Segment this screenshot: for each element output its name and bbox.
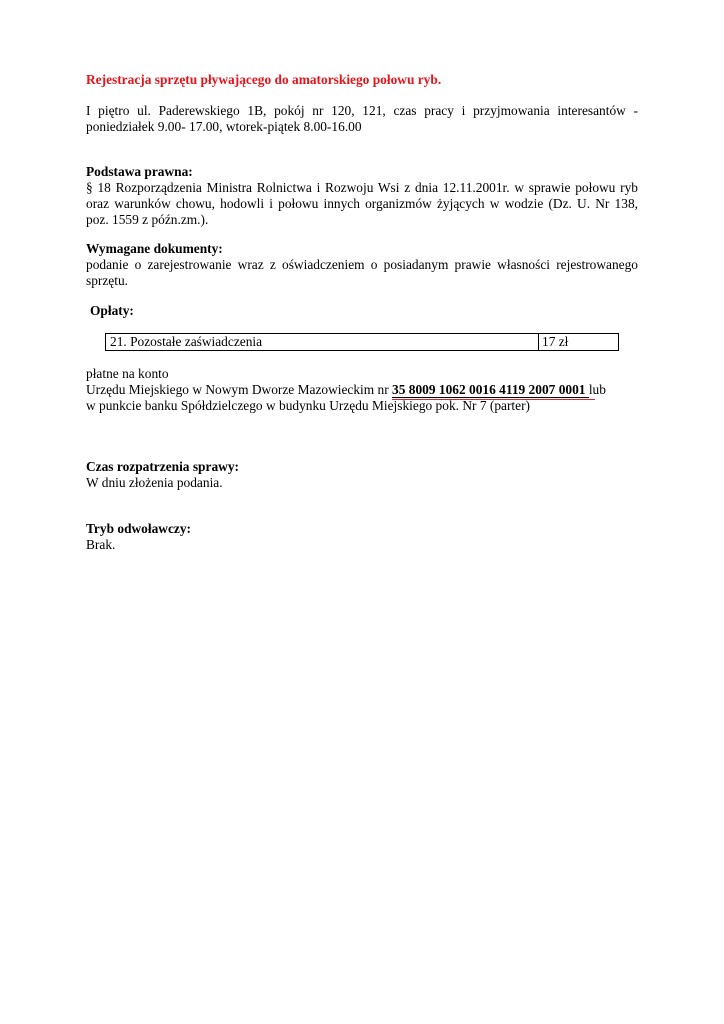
required-documents-text: podanie o zarejestrowanie wraz z oświadczeniem o posiadanym prawie własności rejestrowanego sprzętu. xyxy=(86,257,638,288)
required-documents-heading: Wymagane dokumenty: xyxy=(86,241,223,256)
payment-or: lub xyxy=(588,382,606,397)
bank-account-number xyxy=(392,382,589,398)
fees-table xyxy=(105,333,619,351)
payment-account-line xyxy=(86,382,638,398)
fee-amount-cell: 17 zł xyxy=(542,334,569,349)
office-address-hours: I piętro ul. Paderewskiego 1B, pokój nr 120, 121, czas pracy i przyjmowania interesantów - poniedziałek 9.00- 17.00, wtorek-piątek 8.00-16.00 xyxy=(86,103,638,134)
fees-heading: Opłaty: xyxy=(90,303,134,318)
payment-intro: płatne na konto xyxy=(86,366,169,381)
document-title: Rejestracja sprzętu pływającego do amatorskiego połowu ryb. xyxy=(86,72,442,87)
processing-time-heading: Czas rozpatrzenia sprawy: xyxy=(86,459,239,474)
legal-basis-text: § 18 Rozporządzenia Ministra Rolnictwa i Rozwoju Wsi z dnia 12.11.2001r. w sprawie połowu ryb oraz warunków chowu, hodowli i połowu innych organizmów żyjących w wodzie (Dz. U. Nr 138, poz. 1559 z późn.zm.). xyxy=(86,180,638,227)
fee-name-cell: 21. Pozostałe zaświadczenia xyxy=(106,334,539,350)
payment-recipient: Urzędu Miejskiego w Nowym Dworze Mazowieckim nr xyxy=(86,382,393,397)
appeal-text: Brak. xyxy=(86,537,116,552)
bank-account-number-text: 35 8009 1062 0016 4119 2007 0001 xyxy=(392,382,589,397)
processing-time-text: W dniu złożenia podania. xyxy=(86,475,223,490)
payment-bank-branch: w punkcie banku Spółdzielczego w budynku Urzędu Miejskiego pok. Nr 7 (parter) xyxy=(86,398,531,413)
appeal-heading: Tryb odwoławczy: xyxy=(86,521,192,536)
legal-basis-heading: Podstawa prawna: xyxy=(86,164,193,179)
